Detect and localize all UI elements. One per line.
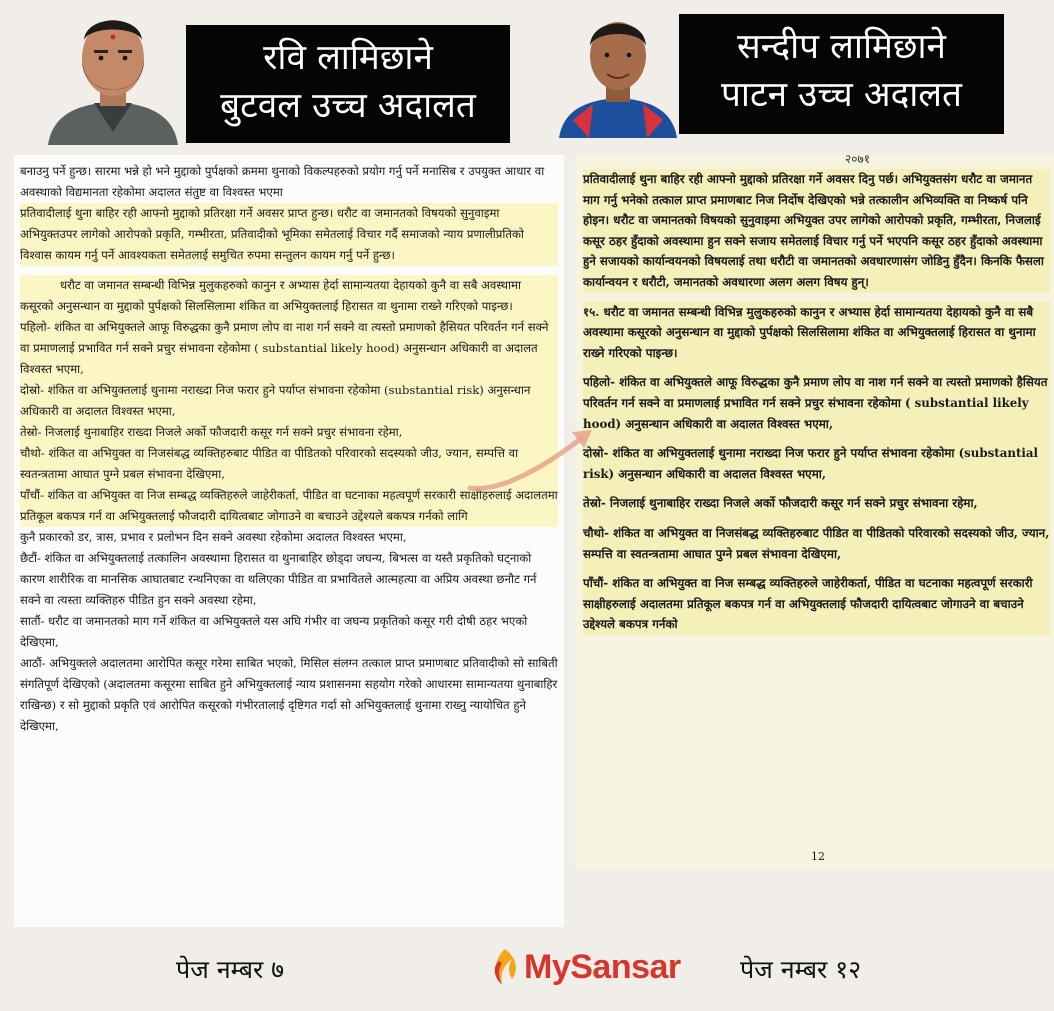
right-paragraph: चौथो- शंकित वा अभियुक्त वा निजसंबद्ध व्यक्तिहरुबाट पीडित वा पीडितको परिवारको सदस्यको जीउ, ज्यान, सम्पत्ति वा स्वतन्त्रतामा आघात पुग्ने प्रबल संभावना देखिएमा, bbox=[583, 525, 1050, 561]
left-paragraph: सातौं- धरौट वा जमानतको माग गर्ने शंकित वा अभियुक्तले यस अघि गंभीर वा जघन्य प्रकृतिको कसूर गरी दोषी ठहर भएको देखिएमा, bbox=[20, 614, 528, 649]
right-paragraph: प्रतिवादीलाई थुना बाहिर रही आफ्नो मुद्दाको प्रतिरक्षा गर्ने अवसर दिनु पर्छ। अभियुक्तसंग धरौट वा जमानत माग गर्नु भनेको तत्काल प्राप्त प्रमाणबाट निज निर्दोष देखिएको भन्ने तत्कालीन अभिव्यक्ति वा निष्कर्ष पनि होइन। धरौट वा जमानतको विषयको सुनुवाइमा अभियुक्त उपर लागेको आरोपको प्रकृति, गम्भीरता, निजलाई कसूर ठहर हुँदाको अवस्थामा हुन सक्ने सजाय समेतलाई विचार गर्नु पर्ने भएपनि कसूर ठहर हुँदाको अवस्थामा हुने सजायको कार्यान्वयनको विषयलाई तथा धरौटी वा जमानतको अवधारणासंग जोडिनु हुँदैन। किनकि फैसला कार्यान्वयन र धरौटी, जमानतको अवधारणा अलग अलग विषय हुन्। bbox=[583, 169, 1050, 293]
right-paragraph: दोस्रो- शंकित वा अभियुक्तलाई थुनामा नराख्दा निज फरार हुने पर्याप्त संभावना रहेकोमा (substantial risk) अनुसन्धान अधिकारी वा अदालत विश्वस्त भएमा, bbox=[583, 446, 1039, 481]
left-paragraph: बनाउनु पर्ने हुन्छ। सारमा भन्ने हो भने मुद्दाको पुर्पक्षको क्रममा थुनाको विकल्पहरुको प्रयोग गर्नु पर्ने मनासिब र उपयुक्त आधार वा अवस्थाको विद्यमानता रहेकोमा अदालत संतुष्ट वा विश्वस्त भएमा bbox=[20, 164, 545, 199]
rabi-name: रवि लामिछाने bbox=[263, 38, 433, 78]
left-paragraph: धरौट वा जमानत सम्बन्धी विभिन्न मुलुकहरुको कानुन र अभ्यास हेर्दा सामान्यतया देहायको कुनै वा सबै अवस्थामा कसूरको अनुसन्धान वा मुद्दाको पुर्पक्षको सिलसिलामा शंकित वा अभियुक्तलाई हिरासत वा थुनामा राख्ने गरिएको पाइन्छ। bbox=[20, 278, 521, 313]
sandeep-name: सन्दीप लामिछाने bbox=[737, 27, 946, 67]
left-paragraph: कुनै प्रकारको डर, त्रास, प्रभाव र प्रलोभन दिन सक्ने अवस्था रहेकोमा अदालत विश्वस्त भएमा, bbox=[20, 530, 407, 544]
left-paragraph: तेस्रो- निजलाई थुनाबाहिर राख्दा निजले अर्को फौजदारी कसूर गर्न सक्ने प्रचुर संभावना रहेमा, bbox=[20, 425, 403, 439]
left-paragraph: पाँचौं- शंकित वा अभियुक्त वा निज सम्बद्ध व्यक्तिहरुले जाहेरीकर्ता, पीडित वा घटनाका महत्वपूर्ण सरकारी साक्षीहरुलाई अदालतमा प्रतिकूल बकपत्र गर्न वा अभियुक्तलाई फौजदारी दायित्वबाट जोगाउने वा बचाउने उद्देश्यले बकपत्र गर्नको लागि bbox=[20, 488, 558, 523]
mysansar-logo bbox=[490, 942, 681, 992]
mysansar-logo-icon bbox=[490, 947, 520, 987]
left-paragraph: आठौं- अभियुक्तले अदालतमा आरोपित कसूर गरेमा साबित भएको, मिसिल संलग्न तत्काल प्राप्त प्रमाणबाट प्रतिवादीको सो साबिती संगतिपूर्ण देखिएको (अदालतमा कसूरमा साबित हुने अभियुक्तलाई न्याय प्रशासनमा सहयोग गरेको आधारमा सामान्यतया थुनाबाहिर राखिन्छ) र सो मुद्दाको प्रकृति एवं आरोपित कसूरको गंभीरतालाई दृष्टिगत गर्दा सो अभियुक्तलाई थुनामा राख्नु न्यायोचित हुने देखिएमा, bbox=[20, 656, 558, 733]
left-paragraph: चौथो- शंकित वा अभियुक्त वा निजसंबद्ध व्यक्तिहरुबाट पीडित वा पीडितको परिवारको सदस्यको जीउ, ज्यान, सम्पत्ति वा स्वतन्त्रतामा आघात पुग्ने प्रबल संभावना देखिएमा, bbox=[20, 446, 519, 481]
left-paragraph: पहिलो- शंकित वा अभियुक्तले आफू विरुद्धका कुनै प्रमाण लोप वा नाश गर्न सक्ने वा त्यस्तो प्रमाणको हैसियत परिवर्तन गर्न सक्ने वा प्रमाणलाई प्रभावित गर्न सक्ने प्रचुर संभावना रहेकोमा ( substantial likely hood) अनुसन्धान अधिकारी वा अदालत विश्वस्त भएमा, bbox=[20, 320, 549, 376]
right-paragraph: तेस्रो- निजलाई थुनाबाहिर राख्दा निजले अर्को फौजदारी कसूर गर्न सक्ने प्रचुर संभावना रहेमा, bbox=[583, 496, 978, 511]
top-handwritten-mark: २०७१ bbox=[845, 155, 870, 166]
right-paragraph: पाँचौं- शंकित वा अभियुक्त वा निज सम्बद्ध व्यक्तिहरुले जाहेरीकर्ता, पीडित वा घटनाका महत्वपूर्ण सरकारी साक्षीहरुलाई अदालतमा प्रतिकूल बकपत्र गर्न वा अभियुक्तलाई फौजदारी दायित्वबाट जोगाउने वा बचाउने उद्देश्यले बकपत्र गर्नको bbox=[583, 576, 1033, 632]
left-paragraph: छैटौं- शंकित वा अभियुक्तलाई तत्कालिन अवस्थामा हिरासत वा थुनाबाहिर छोड्दा जघन्य, बिभत्स वा यस्तै प्रकृतिको घट्नाको कारण शारीरिक वा मानसिक आघातबाट रन्थनिएका वा थलिएका पीडित वा प्रभावितले आत्महत्या वा अप्रिय अवस्था छनौट गर्न सक्ने वा त्यस्ता व्यक्तिहरु पीडित हुन सक्ने अवस्था रहेमा, bbox=[20, 551, 537, 607]
mysansar-logo-text: MySansar bbox=[524, 947, 681, 986]
page-number: 12 bbox=[811, 850, 825, 863]
left-page-label: पेज नम्बर ७ bbox=[176, 955, 285, 984]
right-paragraph: पहिलो- शंकित वा अभियुक्तले आफू विरुद्धका कुनै प्रमाण लोप वा नाश गर्न सक्ने वा त्यस्तो प्रमाणको हैसियत परिवर्तन गर्न सक्ने वा प्रमाणलाई प्रभावित गर्न सक्ने प्रचुर संभावना रहेकोमा ( substantial likely hood) अनुसन्धान अधिकारी वा अदालत विश्वस्त भएमा, bbox=[583, 375, 1048, 431]
right-paragraph: १५. धरौट वा जमानत सम्बन्धी विभिन्न मुलुकहरुको कानुन र अभ्यास हेर्दा सामान्यतया देहायको कुनै वा सबै अवस्थामा कसूरको अनुसन्धान वा मुद्दाको पुर्पक्षको सिलसिलामा शंकित वा अभियुक्तलाई हिरासत वा थुनामा राख्ने गरिएको पाइन्छ। bbox=[583, 304, 1036, 360]
right-page-label: पेज नम्बर १२ bbox=[740, 955, 862, 984]
left-paragraph: प्रतिवादीलाई थुना बाहिर रही आफ्नो मुद्दाको प्रतिरक्षा गर्ने अवसर प्राप्त हुन्छ। धरौट वा जमानतको विषयको सुनुवाइमा अभियुक्तउपर लागेको आरोपको प्रकृति, गम्भीरता, प्रतिवादीको भूमिका समेतलाई विचार गर्दै समाजको न्याय प्रणालीप्रतिको विश्वास कायम गर्नु पर्ने आवश्यकता समेतलाई समुचित रुपमा सन्तुलन कायम गर्नु पर्ने हुन्छ। bbox=[20, 203, 558, 266]
left-paragraph: दोस्रो- शंकित वा अभियुक्तलाई थुनामा नराख्दा निज फरार हुने पर्याप्त संभावना रहेकोमा (substantial risk) अनुसन्धान अधिकारी वा अदालत विश्वस्त भएमा, bbox=[20, 383, 531, 418]
sandeep-court: पाटन उच्च अदालत bbox=[721, 74, 962, 115]
rabi-court: बुटवल उच्च अदालत bbox=[220, 85, 476, 126]
